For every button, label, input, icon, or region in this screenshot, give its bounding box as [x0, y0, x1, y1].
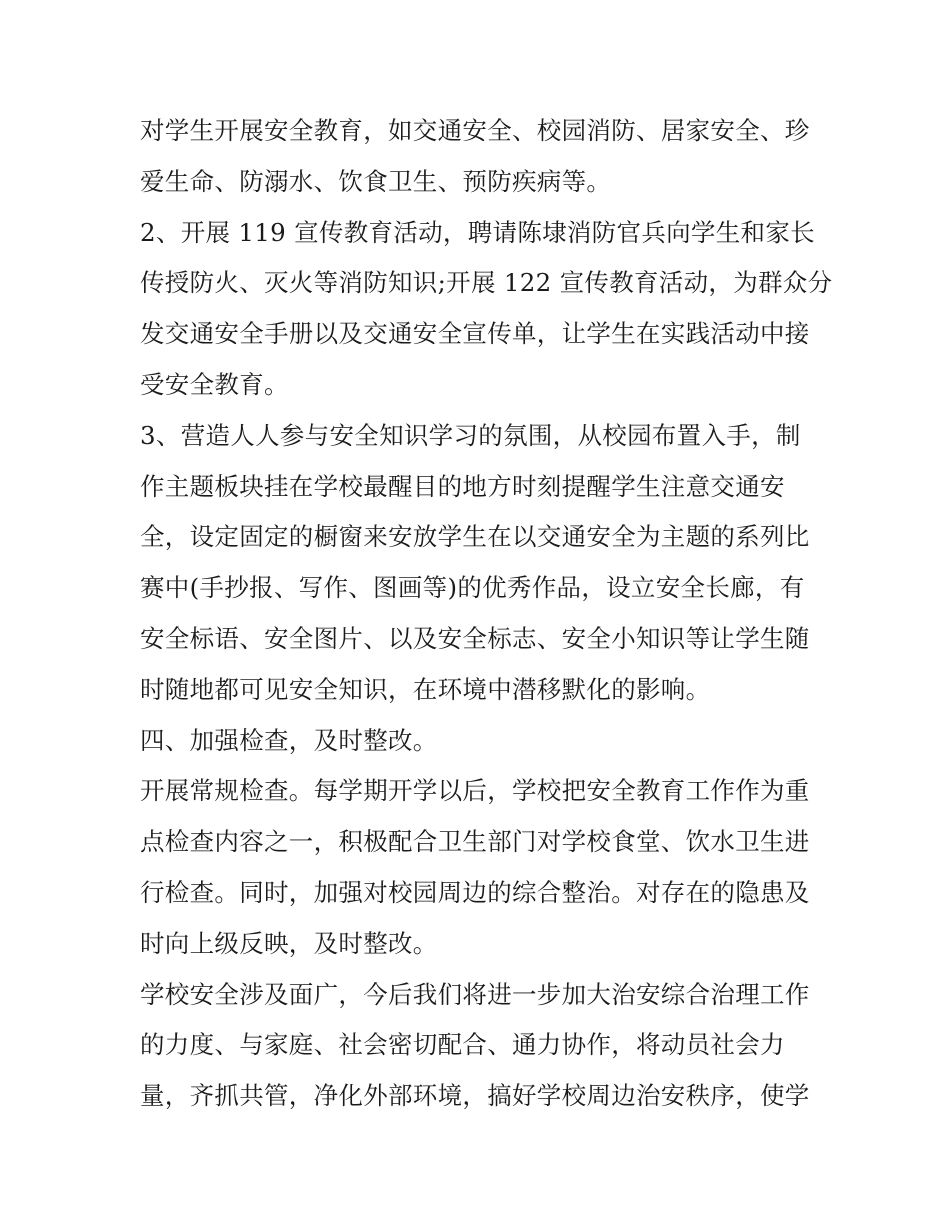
- section-heading: 四、加强检查，及时整改。: [140, 725, 438, 755]
- text-line: 传授防火、灭火等消防知识;开展 122 宣传教育活动，为群众分: [140, 268, 833, 298]
- text-line: 时向上级反映，及时整改。: [140, 928, 438, 958]
- text-line: 全，设定固定的橱窗来安放学生在以交通安全为主题的系列比: [140, 522, 810, 552]
- text-line: 开展常规检查。每学期开学以后，学校把安全教育工作作为重: [140, 776, 810, 806]
- text-line: 点检查内容之一，积极配合卫生部门对学校食堂、饮水卫生进: [140, 827, 810, 857]
- text-line: 行检查。同时，加强对校园周边的综合整治。对存在的隐患及: [140, 877, 810, 907]
- text-line: 作主题板块挂在学校最醒目的地方时刻提醒学生注意交通安: [140, 471, 785, 501]
- text-line: 对学生开展安全教育，如交通安全、校园消防、居家安全、珍: [140, 116, 810, 145]
- text-line: 的力度、与家庭、社会密切配合、通力协作，将动员社会力: [140, 1030, 785, 1060]
- text-line: 爱生命、防溺水、饮食卫生、预防疾病等。: [140, 166, 612, 196]
- text-line: 量，齐抓共管，净化外部环境，搞好学校周边治安秩序，使学: [140, 1081, 810, 1111]
- text-line: 受安全教育。: [140, 369, 289, 399]
- text-line: 赛中(手抄报、写作、图画等)的优秀作品，设立安全长廊，有: [140, 573, 805, 603]
- text-line: 发交通安全手册以及交通安全宣传单，让学生在实践活动中接: [140, 319, 810, 349]
- text-line: 时随地都可见安全知识，在环境中潜移默化的影响。: [140, 674, 711, 704]
- text-line: 3、营造人人参与安全知识学习的氛围，从校园布置入手，制: [140, 420, 801, 450]
- text-line: 安全标语、安全图片、以及安全标志、安全小知识等让学生随: [140, 623, 810, 653]
- text-line: 学校安全涉及面广，今后我们将进一步加大治安综合治理工作: [140, 979, 810, 1009]
- document-body: [140, 106, 833, 1122]
- text-line: 2、开展 119 宣传教育活动，聘请陈埭消防官兵向学生和家长: [140, 217, 815, 247]
